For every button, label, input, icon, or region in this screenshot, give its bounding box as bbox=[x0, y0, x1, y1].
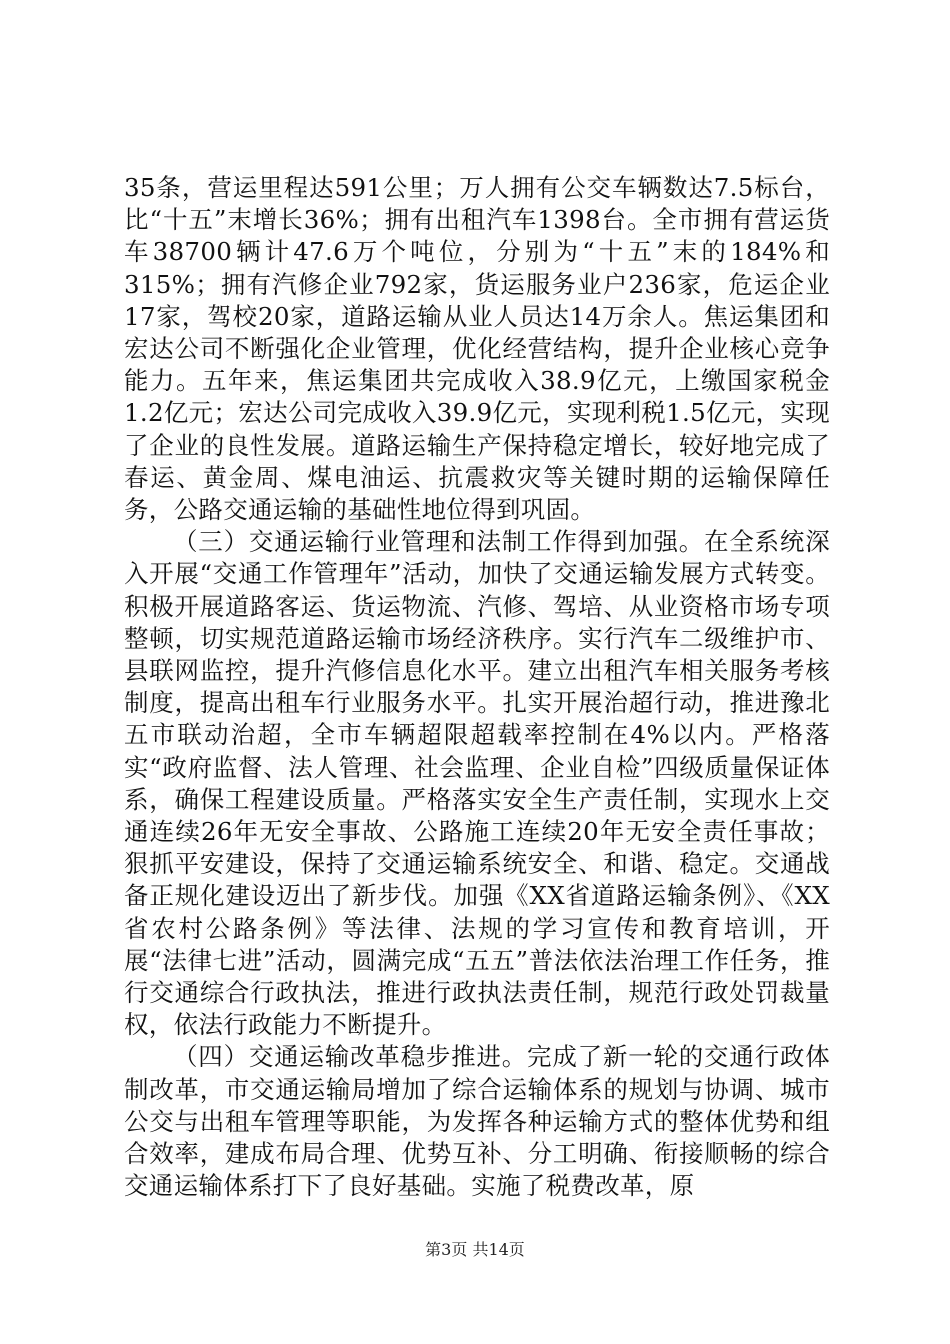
document-body bbox=[124, 172, 830, 1203]
paragraph-section-4: （四）交通运输改革稳步推进。完成了新一轮的交通行政体制改革，市交通运输局增加了综合运输体系的规划与协调、城市公交与出租车管理等职能，为发挥各种运输方式的整体优势和组合效率，建成布局合理、优势互补、分工明确、衔接顺畅的综合交通运输体系打下了良好基础。实施了税费改革，原 bbox=[124, 1042, 830, 1201]
paragraph-section-3: （三）交通运输行业管理和法制工作得到加强。在全系统深入开展“交通工作管理年”活动，加快了交通运输发展方式转变。积极开展道路客运、货运物流、汽修、驾培、从业资格市场专项整顿，切实规范道路运输市场经济秩序。实行汽车二级维护市、县联网监控，提升汽修信息化水平。建立出租汽车相关服务考核制度，提高出租车行业服务水平。扎实开展治超行动，推进豫北五市联动治超，全市车辆超限超载率控制在4%以内。严格落实“政府监督、法人管理、社会监理、企业自检”四级质量保证体系，确保工程建设质量。严格落实安全生产责任制，实现水上交通连续26年无安全事故、公路施工连续20年无安全责任事故；狠抓平安建设，保持了交通运输系统安全、和谐、稳定。交通战备正规化建设迈出了新步伐。加强《XX省道路运输条例》、《XX省农村公路条例》等法律、法规的学习宣传和教育培训，开展“法律七进”活动，圆满完成“五五”普法依法治理工作任务，推行交通综合行政执法，推进行政执法责任制，规范行政处罚裁量权，依法行政能力不断提升。 bbox=[124, 527, 830, 1040]
paragraph-continuation: 35条，营运里程达591公里；万人拥有公交车辆数达7.5标台，比“十五”末增长36%；拥有出租汽车1398台。全市拥有营运货车38700辆计47.6万个吨位，分别为“十五”末的184%和315%；拥有汽修企业792家，货运服务业户236家，危运企业17家，驾校20家，道路运输从业人员达14万余人。焦运集团和宏达公司不断强化企业管理，优化经营结构，提升企业核心竞争能力。五年来，焦运集团共完成收入38.9亿元，上缴国家税金1.2亿元；宏达公司完成收入39.9亿元，实现利税1.5亿元，实现了企业的良性发展。道路运输生产保持稳定增长，较好地完成了春运、黄金周、煤电油运、抗震救灾等关键时期的运输保障任务，公路交通运输的基础性地位得到巩固。 bbox=[124, 173, 830, 525]
page-footer: 第3页 共14页 bbox=[425, 1240, 525, 1259]
